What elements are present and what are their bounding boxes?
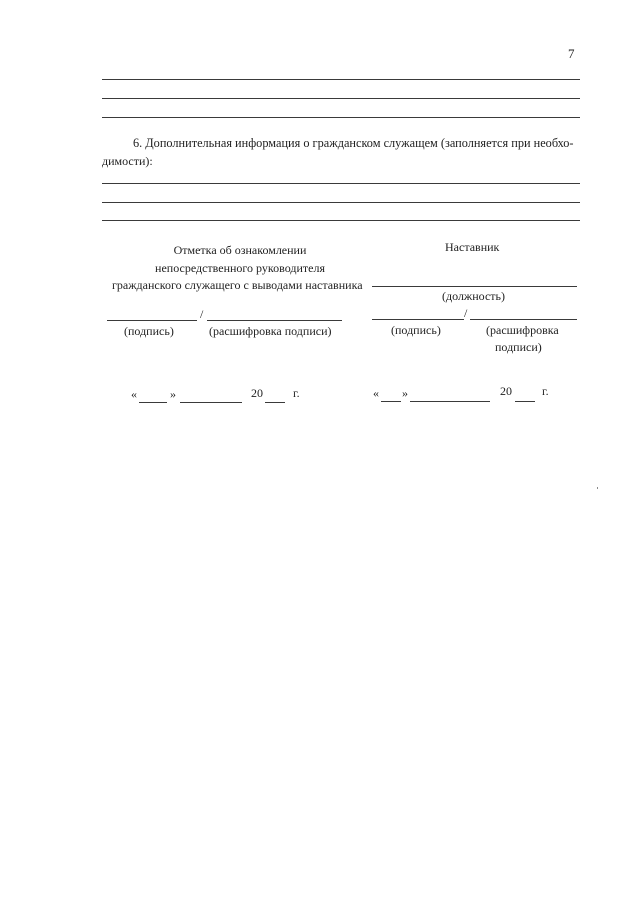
scan-speck	[597, 487, 598, 489]
blank-line	[102, 79, 580, 80]
supervisor-decoding-caption: (расшифровка подписи)	[209, 324, 332, 338]
mentor-date-year-prefix: 20	[500, 384, 512, 398]
mentor-date-year-suffix: г.	[542, 384, 549, 398]
mentor-date-close-quote: »	[402, 386, 408, 400]
supervisor-date-open-quote: «	[131, 387, 137, 401]
supervisor-signature-line	[107, 320, 197, 321]
supervisor-date-day-line	[139, 402, 167, 403]
blank-line	[102, 183, 580, 184]
page-number: 7	[568, 46, 575, 61]
section-6-text-line-2: димости):	[102, 154, 153, 168]
blank-line	[102, 220, 580, 221]
supervisor-heading-line-1: Отметка об ознакомлении	[173, 243, 307, 257]
mentor-decoding-caption-line-2: подписи)	[495, 340, 542, 354]
mentor-decoding-caption-line-1: (расшифровка	[486, 323, 559, 337]
mentor-position-caption: (должность)	[442, 289, 505, 303]
mentor-date-month-line	[410, 401, 490, 402]
mentor-date-year-line	[515, 401, 535, 402]
supervisor-date-year-prefix: 20	[251, 386, 263, 400]
mentor-signature-line	[372, 319, 464, 320]
supervisor-date-year-suffix: г.	[293, 386, 300, 400]
mentor-date-day-line	[381, 401, 401, 402]
mentor-date-open-quote: «	[373, 386, 379, 400]
mentor-position-line	[372, 286, 577, 287]
mentor-signature-caption: (подпись)	[391, 323, 441, 337]
supervisor-decoding-line	[207, 320, 342, 321]
mentor-signature-slash: /	[464, 306, 468, 320]
supervisor-heading-line-2: непосредственного руководителя	[155, 261, 325, 275]
supervisor-date-close-quote: »	[170, 387, 176, 401]
mentor-heading: Наставник	[445, 240, 500, 254]
supervisor-date-year-line	[265, 402, 285, 403]
supervisor-signature-slash: /	[200, 307, 204, 321]
supervisor-heading-line-3: гражданского служащего с выводами наставника	[112, 278, 363, 292]
blank-line	[102, 202, 580, 203]
supervisor-signature-caption: (подпись)	[124, 324, 174, 338]
section-6-text-line-1: 6. Дополнительная информация о гражданском служащем (заполняется при необхо-	[133, 136, 574, 150]
blank-line	[102, 117, 580, 118]
blank-line	[102, 98, 580, 99]
supervisor-date-month-line	[180, 402, 242, 403]
mentor-decoding-line	[470, 319, 577, 320]
